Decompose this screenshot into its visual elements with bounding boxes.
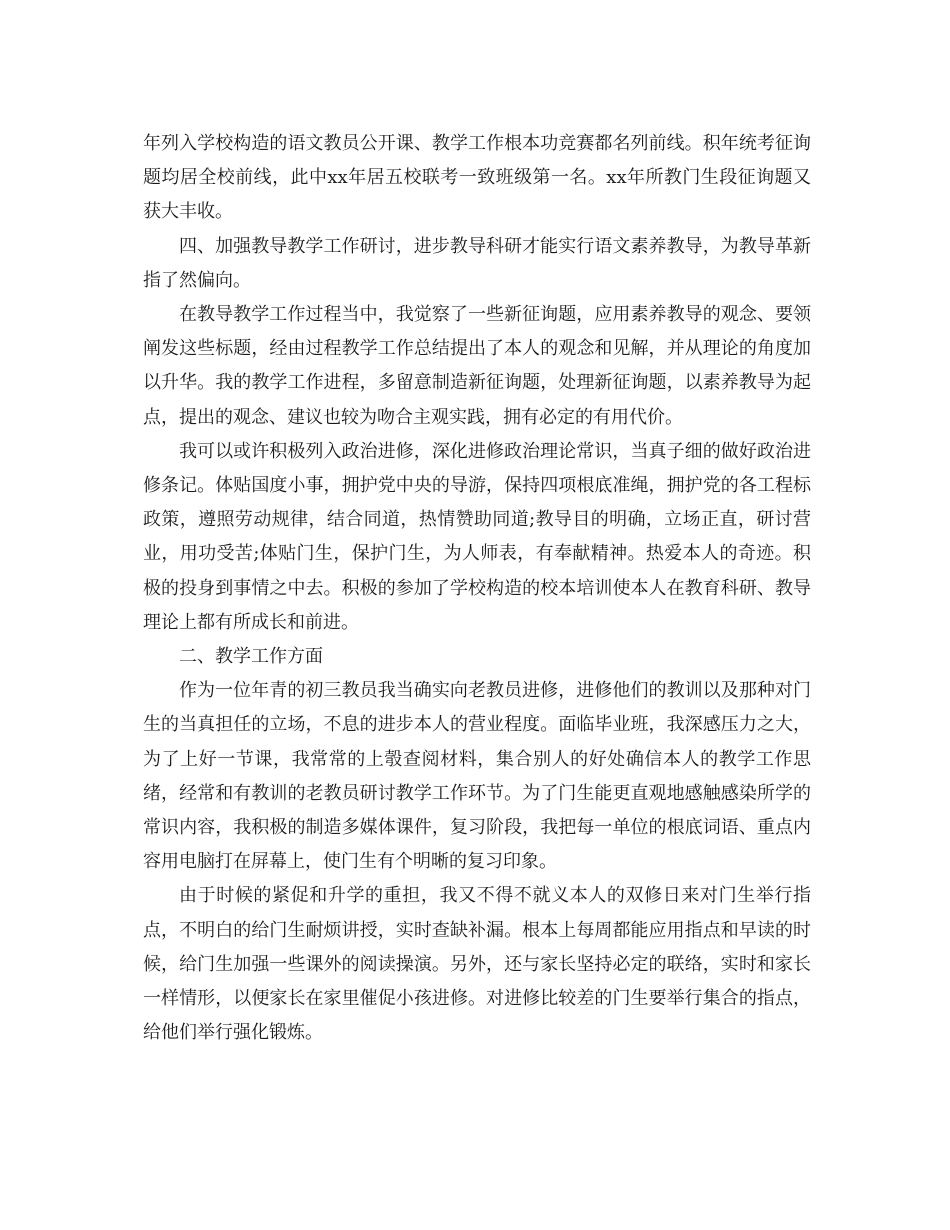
paragraph-6: 作为一位年青的初三教员我当确实向老教员进修，进修他们的教训以及那种对门生的当真担任的立场，不息的进步本人的营业程度。面临毕业班，我深感压力之大， 为了上好一节课，我常常的上彀查阅材料，集合别人的好处确信本人的教学工作思绪，经常和有教训的老教员研讨教学工作环节。为了门生能更直观地感触感染所学的常识内容，我积极的制造多媒体课件，复习阶段，我把每一单位的根底词语、重点内容用电脑打在屏幕上，使门生有个明晰的复习印象。 — [143, 680, 811, 873]
document-body — [143, 127, 811, 1050]
paragraph-2-section-heading: 四、加强教导教学工作研讨，进步教导科研才能实行语文素养教导，为教导革新指了然偏向。 — [143, 235, 811, 291]
paragraph-7: 由于时候的紧促和升学的重担，我又不得不就义本人的双修日来对门生举行指点，不明白的给门生耐烦讲授，实时查缺补漏。根本上每周都能应用指点和早读的时候，给门生加强一些课外的阅读操演。另外，还与家长坚持必定的联络，实时和家长一样情形，以便家长在家里催促小孩进修。对进修比较差的门生要举行集合的指点，给他们举行强化锻炼。 — [143, 885, 811, 1044]
paragraph-1: 年列入学校构造的语文教员公开课、教学工作根本功竞赛都名列前线。积年统考征询题均居全校前线，此中xx年居五校联考一致班级第一名。xx年所教门生段征询题又获大丰收。 — [143, 133, 811, 223]
paragraph-4: 我可以或许积极列入政治进修，深化进修政治理论常识，当真子细的做好政治进修条记。体贴国度小事，拥护党中央的导游，保持四项根底准绳，拥护党的各工程标政策，遵照劳动规律，结合同道，热情赞助同道;教导目的明确，立场正直，研讨营业，用功受苦;体贴门生，保护门生，为人师表，有奉献精神。热爱本人的奇迹。积极的投身到事情之中去。积极的参加了学校构造的校本培训使本人在教育科研、教导理论上都有所成长和前进。 — [143, 440, 811, 633]
section-heading-teaching: 二、教学工作方面 — [179, 646, 323, 668]
paragraph-3: 在教导教学工作过程当中，我觉察了一些新征询题，应用素养教导的观念、要领阐发这些标题，经由过程教学工作总结提出了本人的观念和见解，并从理论的角度加以升华。我的教学工作进程，多留意制造新征询题，处理新征询题，以素养教导为起点，提出的观念、建议也较为吻合主观实践，拥有必定的有用代价。 — [143, 304, 811, 428]
